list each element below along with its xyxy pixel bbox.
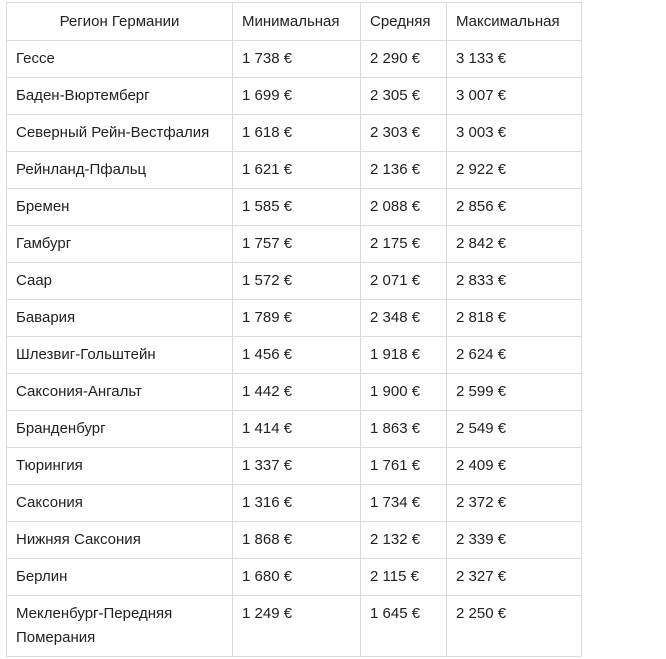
cell-min: 1 789 € [233, 300, 361, 337]
cell-region: Баден-Вюртемберг [7, 78, 233, 115]
cell-max: 2 372 € [447, 485, 582, 522]
cell-region: Берлин [7, 559, 233, 596]
cell-max: 2 818 € [447, 300, 582, 337]
cell-max: 3 003 € [447, 115, 582, 152]
table-row [7, 152, 582, 189]
cell-avg: 1 761 € [361, 448, 447, 485]
table-row [7, 522, 582, 559]
cell-avg: 2 303 € [361, 115, 447, 152]
cell-min: 1 618 € [233, 115, 361, 152]
table-row [7, 448, 582, 485]
cell-avg: 2 348 € [361, 300, 447, 337]
cell-avg: 1 918 € [361, 337, 447, 374]
cell-min: 1 456 € [233, 337, 361, 374]
cell-max: 2 856 € [447, 189, 582, 226]
cell-avg: 1 863 € [361, 411, 447, 448]
cell-avg: 2 071 € [361, 263, 447, 300]
cell-region: Гамбург [7, 226, 233, 263]
cell-min: 1 621 € [233, 152, 361, 189]
cell-min: 1 414 € [233, 411, 361, 448]
cell-max: 2 599 € [447, 374, 582, 411]
cell-avg: 2 115 € [361, 559, 447, 596]
cell-min: 1 757 € [233, 226, 361, 263]
table-row [7, 485, 582, 522]
cell-min: 1 868 € [233, 522, 361, 559]
cell-max: 2 549 € [447, 411, 582, 448]
table-row [7, 337, 582, 374]
cell-max: 2 833 € [447, 263, 582, 300]
cell-avg: 2 136 € [361, 152, 447, 189]
cell-min: 1 442 € [233, 374, 361, 411]
cell-min: 1 585 € [233, 189, 361, 226]
cell-max: 2 624 € [447, 337, 582, 374]
cell-region: Мекленбург-Передняя Померания [7, 596, 233, 657]
table-row [7, 41, 582, 78]
cell-max: 2 842 € [447, 226, 582, 263]
cell-min: 1 572 € [233, 263, 361, 300]
cell-min: 1 249 € [233, 596, 361, 657]
cell-region: Тюрингия [7, 448, 233, 485]
cell-avg: 2 175 € [361, 226, 447, 263]
cell-region: Бремен [7, 189, 233, 226]
header-min: Минимальная [233, 3, 361, 41]
table-body [7, 41, 582, 657]
cell-min: 1 680 € [233, 559, 361, 596]
cell-avg: 1 645 € [361, 596, 447, 657]
cell-region: Нижняя Саксония [7, 522, 233, 559]
cell-region: Бранденбург [7, 411, 233, 448]
table-row [7, 411, 582, 448]
cell-avg: 2 305 € [361, 78, 447, 115]
cell-region: Бавария [7, 300, 233, 337]
cell-max: 2 409 € [447, 448, 582, 485]
cell-min: 1 738 € [233, 41, 361, 78]
cell-max: 3 133 € [447, 41, 582, 78]
header-max: Максимальная [447, 3, 582, 41]
cell-avg: 2 132 € [361, 522, 447, 559]
header-region: Регион Германии [7, 3, 233, 41]
cell-region: Саксония [7, 485, 233, 522]
cell-region: Саар [7, 263, 233, 300]
cell-max: 2 922 € [447, 152, 582, 189]
cell-max: 2 327 € [447, 559, 582, 596]
cell-min: 1 337 € [233, 448, 361, 485]
cell-region: Гессе [7, 41, 233, 78]
cell-region: Саксония-Ангальт [7, 374, 233, 411]
cell-min: 1 699 € [233, 78, 361, 115]
table-header [7, 3, 582, 41]
table-row [7, 78, 582, 115]
table-row [7, 559, 582, 596]
cell-avg: 2 290 € [361, 41, 447, 78]
header-avg: Средняя [361, 3, 447, 41]
salary-table [6, 2, 582, 657]
table-row [7, 226, 582, 263]
cell-max: 3 007 € [447, 78, 582, 115]
cell-region: Шлезвиг-Гольштейн [7, 337, 233, 374]
cell-avg: 1 734 € [361, 485, 447, 522]
table-row [7, 263, 582, 300]
table-row [7, 189, 582, 226]
table-row [7, 115, 582, 152]
cell-max: 2 250 € [447, 596, 582, 657]
header-row [7, 3, 582, 41]
cell-avg: 2 088 € [361, 189, 447, 226]
table-row [7, 300, 582, 337]
cell-avg: 1 900 € [361, 374, 447, 411]
cell-region: Северный Рейн-Вестфалия [7, 115, 233, 152]
table-row [7, 596, 582, 657]
cell-region: Рейнланд-Пфальц [7, 152, 233, 189]
table-row [7, 374, 582, 411]
cell-min: 1 316 € [233, 485, 361, 522]
cell-max: 2 339 € [447, 522, 582, 559]
